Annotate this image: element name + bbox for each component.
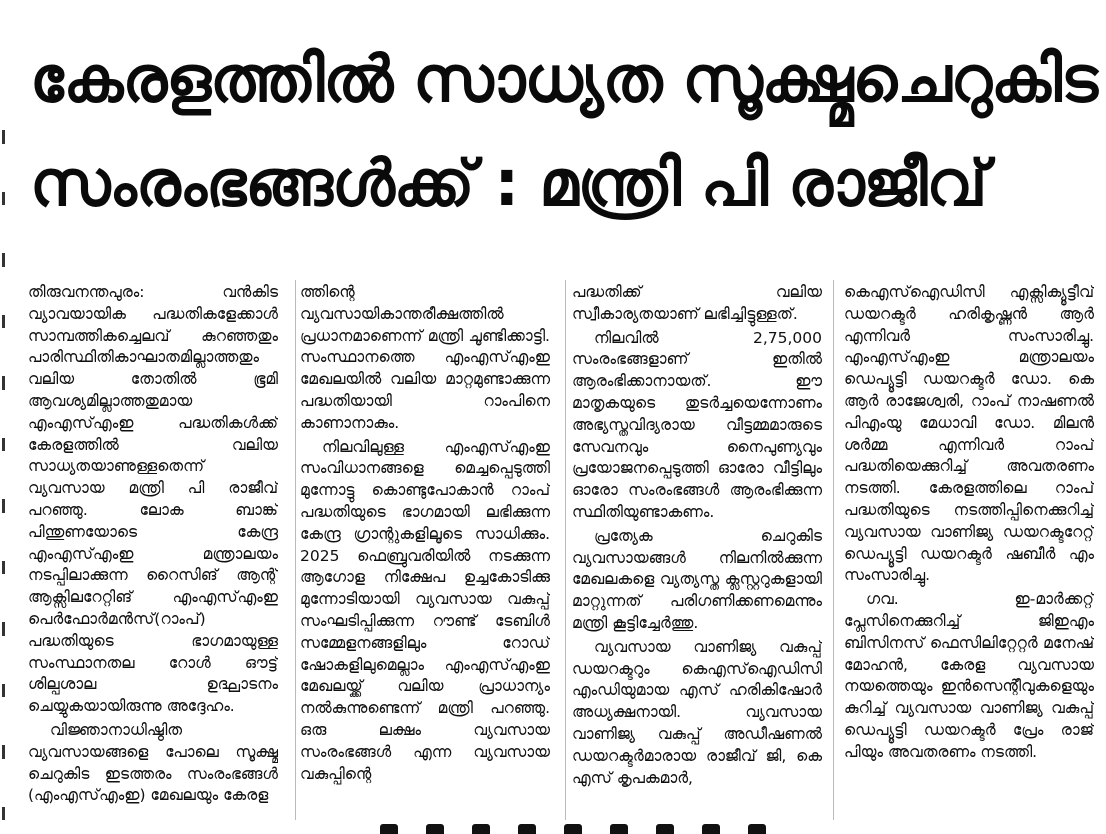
article-body (28, 282, 1094, 822)
article-column-3 (572, 282, 822, 822)
paragraph: ത്തിന്റെ വ്യവസായികാന്തരീക്ഷത്തിൽ പ്രധാനമാണെന്ന് മന്ത്രി ചൂണ്ടിക്കാട്ടി. സംസ്ഥാനത്തെ എംഎസ്എംഇ മേഖലയിൽ വലിയ മാറ്റമുണ്ടാക്കുന്ന പദ്ധതിയായി റാംപിനെ കാണാനാകും. (300, 283, 550, 432)
left-margin-strip (0, 130, 8, 820)
article-column-1 (28, 282, 278, 822)
paragraph: ഗവ. ഇ-മാർക്കറ്റ് പ്ലേസിനെക്കുറിച്ച് ജിഇഎം ബിസിനസ് ഫെസിലിറ്റേറ്റർ മനേഷ് മോഹൻ, കേരള വ്യവസായ നയത്തെയും ഇൻസെന്റീവുകളെയും കുറിച്ച് വ്യവസായ വാണിജ്യ വകുപ്പ് ഡെപ്യൂട്ടി ഡയറക്ടർ പ്രേം രാജ് പിയും അവതരണം നടത്തി. (844, 590, 1094, 761)
column-divider (295, 280, 296, 820)
column-divider (565, 280, 566, 820)
paragraph: കെഎസ്ഐഡിസി എക്സിക്യൂട്ടീവ് ഡയറക്ടർ ഹരികൃഷ്ണൻ ആർ എന്നിവർ സംസാരിച്ചു. എംഎസ്എംഇ മന്ത്രാലയം ഡെപ്യൂട്ടി ഡയറക്ടർ ഡോ. കെ ആർ രാജേശ്വരി, റാംപ് നാഷണൽ പിഎംയു മേധാവി ഡോ. മിലൻ ശർമ്മ എന്നിവർ റാംപ് പദ്ധതിയെക്കുറിച്ച് അവതരണം നടത്തി. കേരളത്തിലെ റാംപ് പദ്ധതിയുടെ നടത്തിപ്പിനെക്കുറിച്ച് വ്യവസായ വാണിജ്യ ഡയറക്ടറേറ്റ് ഡെപ്യൂട്ടി ഡയറക്ടർ ഷബീർ എം സംസാരിച്ചു. (844, 283, 1094, 585)
paragraph: വിജ്ഞാനാധിഷ്ഠിത വ്യവസായങ്ങളെ പോലെ സൂക്ഷ്മ ചെറുകിട ഇടത്തരം സംരംഭങ്ങൾ (എംഎസ്എംഇ) മേഖലയും കേരള (28, 720, 278, 805)
paragraph: നിലവിൽ 2,75,000 സംരംഭങ്ങളാണ് ഇതിൽ ആരംഭിക്കാനായത്. ഈ മാതൃകയുടെ തുടർച്ചയെന്നോണം അഭ്യസ്തവിദ്യരായ വീട്ടമ്മമാരുടെ സേവനവും നൈപുണ്യവും പ്രയോജനപ്പെടുത്തി ഓരോ വീട്ടിലും ഓരോ സംരംഭങ്ങൾ ആരംഭിക്കുന്ന സ്ഥിതിയുണ്ടാകണം. (572, 328, 822, 521)
column-divider (833, 280, 834, 820)
headline (30, 28, 1097, 236)
headline-line-2: സംരംഭങ്ങൾക്ക് : മന്ത്രി പി രാജീവ് (30, 147, 987, 221)
article-column-4 (844, 282, 1094, 822)
paragraph: പ്രത്യേക ചെറുകിട വ്യവസായങ്ങൾ നിലനിൽക്കുന്ന മേഖലകളെ വ്യത്യസ്ത ക്ലസ്റ്ററുകളായി മാറ്റുന്നത് പരിഗണിക്കണമെന്നും മന്ത്രി കൂട്ടിച്ചേർത്തു. (572, 526, 822, 632)
paragraph: വ്യവസായ വാണിജ്യ വകുപ്പ് ഡയറക്ടറും കെഎസ്ഐഡിസി എംഡിയുമായ എസ് ഹരികിഷോർ അധ്യക്ഷനായി. വ്യവസായ വാണിജ്യ വകുപ്പ് അഡീഷണൽ ഡയറക്ടർമാരായ രാജീവ് ജി, കെ എസ് കൃപകമാർ, (572, 637, 822, 787)
paragraph: തിരുവനന്തപുരം: വൻകിട വ്യാവയായിക പദ്ധതികളേക്കാൾ സാമ്പത്തികച്ചെലവ് കുറഞ്ഞതും പാരിസ്ഥിതികാഘാതമില്ലാത്തതും വലിയ തോതിൽ ഭൂമി ആവശ്യമില്ലാത്തതുമായ എംഎസ്എംഇ പദ്ധതികൾക്ക് കേരളത്തിൽ വലിയ സാധ്യതയാണുള്ളതെന്ന് വ്യവസായ മന്ത്രി പി രാജീവ് പറഞ്ഞു. ലോക ബാങ്ക് പിന്തുണയോടെ കേന്ദ്ര എംഎസ്എംഇ മന്ത്രാലയം നടപ്പിലാക്കുന്ന റൈസിങ് ആന്റ് ആക്സിലറേറ്റിങ് എംഎസ്എംഇ പെർഫോർമൻസ്(റാംപ്) പദ്ധതിയുടെ ഭാഗമായുള്ള സംസ്ഥാനതല റോൾ ഔട്ട് ശില്പശാല ഉദ്ഘാടനം ചെയ്യുകയായിരുന്നു അദ്ദേഹം. (28, 283, 278, 716)
cropped-next-headline (380, 824, 1100, 834)
paragraph: പദ്ധതിക്ക് വലിയ സ്വീകാര്യതയാണ് ലഭിച്ചിട്ടുള്ളത്. (572, 283, 822, 323)
headline-line-1: കേരളത്തിൽ സാധ്യത സൂക്ഷ്മചെറുകിട (30, 43, 1097, 117)
paragraph: നിലവിലുള്ള എംഎസ്എംഇ സംവിധാനങ്ങളെ മെച്ചപ്പെടുത്തി മുന്നോട്ടു കൊണ്ടുപോകാൻ റാംപ് പദ്ധതിയുടെ ഭാഗമായി ലഭിക്കുന്ന കേന്ദ്ര ഗ്രാന്റുകളിലൂടെ സാധിക്കും. 2025 ഫെബ്രുവരിയിൽ നടക്കുന്ന ആഗോള നിക്ഷേപ ഉച്ചകോടിക്കു മുന്നോടിയായി വ്യവസായ വകുപ്പ് സംഘടിപ്പിക്കുന്ന റൗണ്ട് ടേബിൾ സമ്മേളനങ്ങളിലും റോഡ് ഷോകളിലുമെല്ലാം എംഎസ്എംഇ മേഖലയ്ക്ക് വലിയ പ്രാധാന്യം നൽകുന്നുണ്ടെന്ന് മന്ത്രി പറഞ്ഞു. ഒരു ലക്ഷം വ്യവസായ സംരംഭങ്ങൾ എന്ന വ്യവസായ വകുപ്പിന്റെ (300, 437, 550, 783)
article-column-2 (300, 282, 550, 822)
